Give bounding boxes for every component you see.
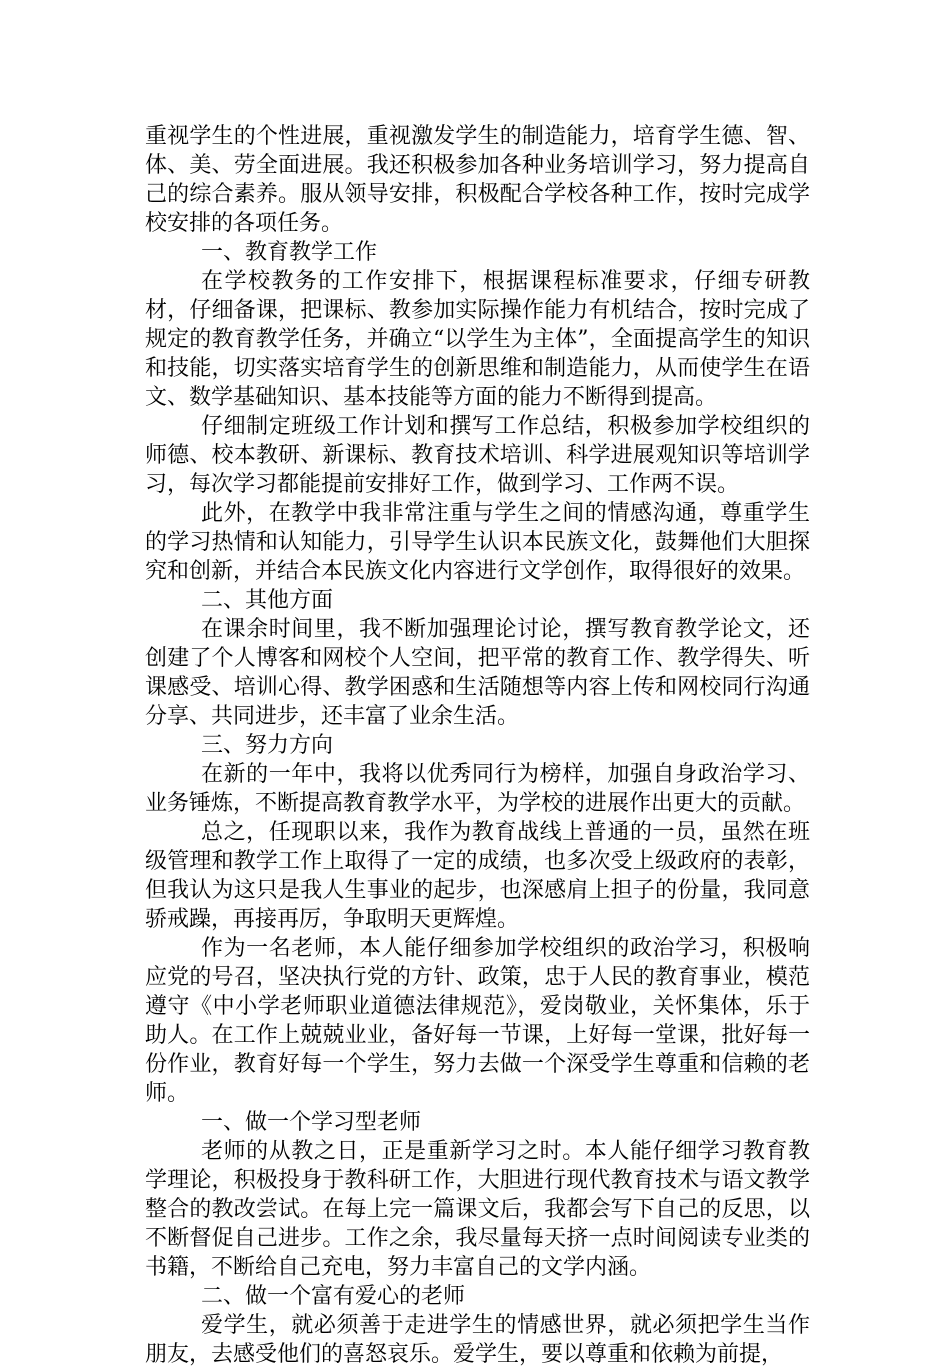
section-heading: 三、努力方向 xyxy=(201,733,334,758)
section-heading: 一、做一个学习型老师 xyxy=(201,1110,422,1135)
body-paragraph: 在新的一年中，我将以优秀同行为榜样，加强自身政治学习、业务锤炼，不断提高教育教学水平，为学校的进展作出更大的贡献。 xyxy=(145,762,810,816)
section-heading: 二、做一个富有爱心的老师 xyxy=(201,1284,466,1309)
body-paragraph: 作为一名老师，本人能仔细参加学校组织的政治学习，积极响应党的号召，坚决执行党的方针、政策，忠于人民的教育事业，模范遵守《中小学老师职业道德法律规范》，爱岗敬业，关怀集体，乐于助人。在工作上兢兢业业，备好每一节课，上好每一堂课，批好每一份作业，教育好每一个学生，努力去做一个深受学生尊重和信赖的老师。 xyxy=(145,936,810,1106)
body-paragraph: 重视学生的个性进展，重视激发学生的制造能力，培育学生德、智、体、美、劳全面进展。我还积极参加各种业务培训学习，努力提高自己的综合素养。服从领导安排，积极配合学校各种工作，按时完成学校安排的各项任务。 xyxy=(145,124,810,236)
document-body xyxy=(145,122,810,1369)
body-paragraph: 在课余时间里，我不断加强理论讨论，撰写教育教学论文，还创建了个人博客和网校个人空间，把平常的教育工作、教学得失、听课感受、培训心得、教学困惑和生活随想等内容上传和网校同行沟通分享、共同进步，还丰富了业余生活。 xyxy=(145,617,810,729)
body-paragraph: 仔细制定班级工作计划和撰写工作总结，积极参加学校组织的师德、校本教研、新课标、教育技术培训、科学进展观知识等培训学习，每次学习都能提前安排好工作，做到学习、工作两不误。 xyxy=(145,414,810,497)
body-paragraph: 爱学生，就必须善于走进学生的情感世界，就必须把学生当作朋友，去感受他们的喜怒哀乐。爱学生，要以尊重和依赖为前提， xyxy=(145,1313,810,1367)
section-heading: 一、教育教学工作 xyxy=(201,240,378,265)
body-paragraph: 老师的从教之日，正是重新学习之时。本人能仔细学习教育教学理论，积极投身于教科研工作，大胆进行现代教育技术与语文教学整合的教改尝试。在每上完一篇课文后，我都会写下自己的反思，以不断督促自己进步。工作之余，我尽量每天挤一点时间阅读专业类的书籍，不断给自己充电，努力丰富自己的文学内涵。 xyxy=(145,1139,810,1280)
section-heading: 二、其他方面 xyxy=(201,588,334,613)
body-paragraph: 在学校教务的工作安排下，根据课程标准要求，仔细专研教材，仔细备课，把课标、教参加实际操作能力有机结合，按时完成了规定的教育教学任务，并确立“以学生为主体”，全面提高学生的知识和技能，切实落实培育学生的创新思维和制造能力，从而使学生在语文、数学基础知识、基本技能等方面的能力不断得到提高。 xyxy=(145,269,810,410)
body-paragraph: 总之，任现职以来，我作为教育战线上普通的一员，虽然在班级管理和教学工作上取得了一定的成绩，也多次受上级政府的表彰，但我认为这只是我人生事业的起步，也深感肩上担子的份量，我同意骄戒躁，再接再厉，争取明天更辉煌。 xyxy=(145,820,810,932)
body-paragraph: 此外，在教学中我非常注重与学生之间的情感沟通，尊重学生的学习热情和认知能力，引导学生认识本民族文化，鼓舞他们大胆探究和创新，并结合本民族文化内容进行文学创作，取得很好的效果。 xyxy=(145,501,810,584)
